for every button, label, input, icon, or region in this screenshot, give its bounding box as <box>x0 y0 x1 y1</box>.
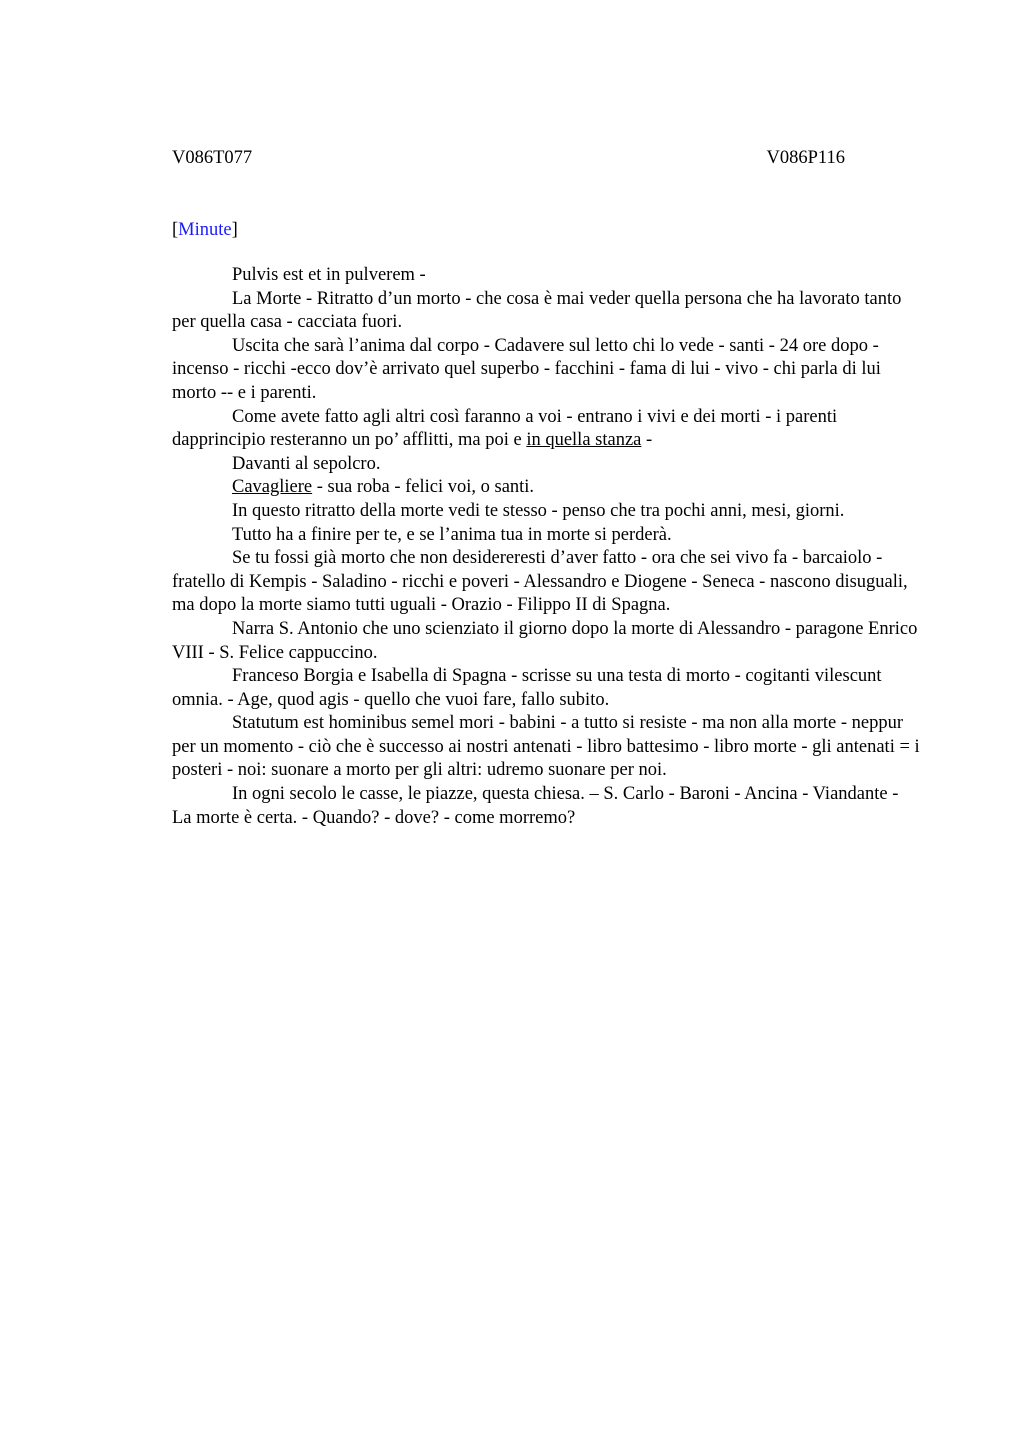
paragraph-text: - sua roba - felici voi, o santi. <box>312 477 535 498</box>
paragraph: La Morte - Ritratto d’un morto - che cosa è mai veder quella persona che ha lavorato tanto per quella casa - cacciata fuori. <box>172 288 902 333</box>
header-right-code: V086P116 <box>766 148 845 168</box>
header-left-code: V086T077 <box>172 148 253 168</box>
minute-link[interactable]: Minute <box>178 220 232 240</box>
paragraph <box>172 406 922 453</box>
section-label <box>172 218 922 242</box>
paragraph: In questo ritratto della morte vedi te stesso - penso che tra pochi anni, mesi, giorni. <box>232 500 845 521</box>
paragraph: Statutum est hominibus semel mori - babini - a tutto si resiste - ma non alla morte - neppur per un momento - ciò che è successo ai nostri antenati - libro battesimo - libro morte - gli antenati = i posteri - noi: suonare a morto per gli altri: udremo suonare per noi. <box>172 713 920 781</box>
paragraph-text: Come avete fatto agli altri così faranno a voi - entrano i vivi e dei morti - i parenti dapprincipio resteranno un po’ afflitti, ma poi e <box>172 406 838 451</box>
paragraph: In ogni secolo le casse, le piazze, questa chiesa. – S. Carlo - Baroni - Ancina - Viandante - La morte è certa. - Quando? - dove? - come morremo? <box>172 784 899 828</box>
paragraph: Franceso Borgia e Isabella di Spagna - scrisse su una testa di morto - cogitanti vilescunt omnia. - Age, quod agis - quello che vuoi fare, fallo subito. <box>172 666 882 710</box>
body-text <box>172 264 922 830</box>
paragraph: Se tu fossi già morto che non desidereresti d’aver fatto - ora che sei vivo fa - barcaiolo - fratello di Kempis - Saladino - ricchi e poveri - Alessandro e Diogene - Seneca - nascono disuguali, ma dopo la morte siamo tutti uguali - Orazio - Filippo II di Spagna. <box>172 548 908 616</box>
paragraph: Tutto ha a finire per te, e se l’anima tua in morte si perderà. <box>232 524 672 545</box>
open-bracket: [ <box>172 220 179 240</box>
paragraph: Davanti al sepolcro. <box>232 453 381 474</box>
paragraph-text: - <box>641 430 653 451</box>
paragraph: Pulvis est et in pulverem - <box>232 265 426 285</box>
close-bracket: ] <box>231 220 238 240</box>
paragraph: Uscita che sarà l’anima dal corpo - Cadavere sul letto chi lo vede - santi - 24 ore dopo - incenso - ricchi -ecco dov’è arrivato quel superbo - facchini - fama di lui - vivo - chi parla di lui morto -- e i parenti. <box>172 335 881 403</box>
underlined-phrase: in quella stanza <box>526 430 642 451</box>
paragraph: Narra S. Antonio che uno scienziato il giorno dopo la morte di Alessandro - paragone Enrico VIII - S. Felice cappuccino. <box>172 618 918 663</box>
underlined-word: Cavagliere <box>232 477 313 498</box>
paragraph <box>172 476 922 500</box>
document-page <box>172 146 922 830</box>
document-header <box>172 146 845 170</box>
